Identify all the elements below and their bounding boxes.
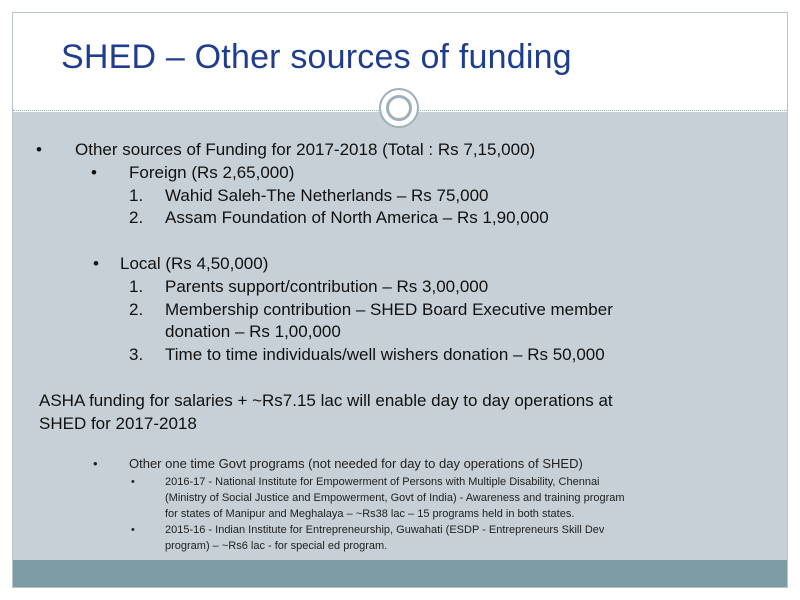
govt-item-line: 2016-17 - National Institute for Empowerment of Persons with Multiple Disability, Chennai (165, 476, 600, 488)
bullet-icon: • (93, 456, 98, 471)
list-item: Time to time individuals/well wishers donation – Rs 50,000 (165, 345, 605, 364)
funding-heading: Other sources of Funding for 2017-2018 (Total : Rs 7,15,000) (75, 140, 536, 159)
footer-band (13, 560, 787, 587)
bullet-icon: • (93, 254, 99, 273)
govt-item-line: 2015-16 - Indian Institute for Entrepreneurship, Guwahati (ESDP - Entrepreneurs Skill Dev (165, 524, 605, 536)
list-item: Assam Foundation of North America – Rs 1,90,000 (165, 208, 549, 227)
bullet-icon: • (131, 524, 135, 536)
list-number: 2. (129, 300, 144, 319)
asha-statement-line2: SHED for 2017-2018 (39, 414, 197, 433)
list-item: Membership contribution – SHED Board Executive member (165, 300, 613, 319)
circle-ornament-icon (379, 88, 419, 128)
bullet-icon: • (131, 476, 135, 488)
list-item: Wahid Saleh-The Netherlands – Rs 75,000 (165, 186, 489, 205)
bullet-icon: • (36, 140, 42, 159)
page-title: SHED – Other sources of funding (61, 38, 572, 76)
govt-item-line: (Ministry of Social Justice and Empowerment, Govt of India) - Awareness and training program (165, 492, 625, 504)
foreign-label: Foreign (Rs 2,65,000) (129, 163, 295, 182)
list-item-continuation: donation – Rs 1,00,000 (165, 322, 341, 341)
list-number: 1. (129, 186, 144, 205)
govt-heading: Other one time Govt programs (not needed for day to day operations of SHED) (129, 456, 583, 471)
local-label: Local (Rs 4,50,000) (120, 254, 269, 273)
bullet-icon: • (91, 163, 97, 182)
govt-item-line: program) – ~Rs6 lac - for special ed program. (165, 540, 388, 552)
list-number: 3. (129, 345, 144, 364)
list-item: Parents support/contribution – Rs 3,00,000 (165, 277, 489, 296)
asha-statement-line1: ASHA funding for salaries + ~Rs7.15 lac will enable day to day operations at (39, 391, 613, 410)
govt-item-line: for states of Manipur and Meghalaya – ~Rs38 lac – 15 programs held in both states. (165, 508, 575, 520)
list-number: 1. (129, 277, 144, 296)
list-number: 2. (129, 208, 144, 227)
